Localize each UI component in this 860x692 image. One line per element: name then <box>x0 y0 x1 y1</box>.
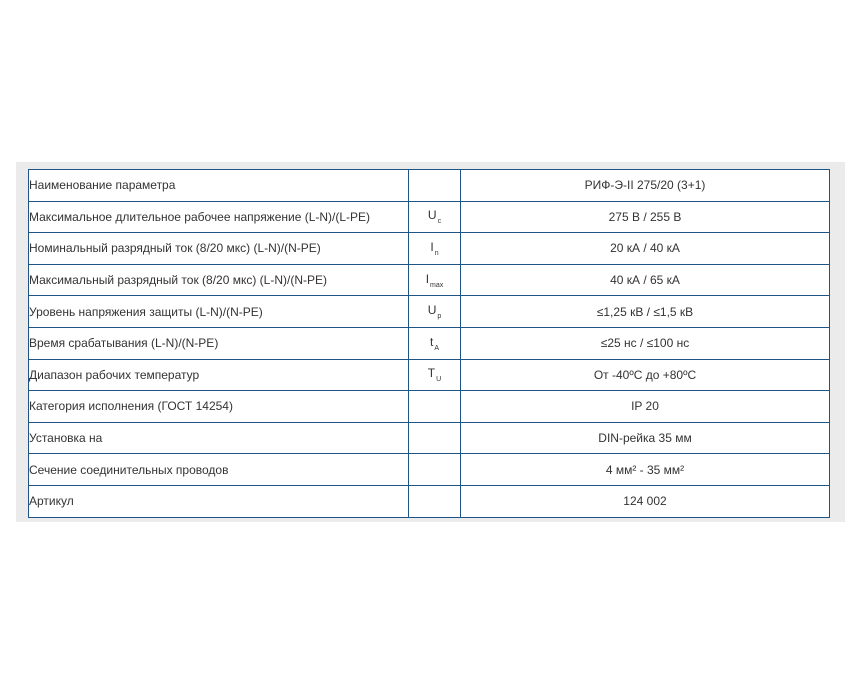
parameter-symbol <box>409 454 461 486</box>
parameter-name: Максимальное длительное рабочее напряжение (L-N)/(L-PE) <box>29 201 409 233</box>
table-row <box>29 170 830 202</box>
table-row <box>29 233 830 265</box>
parameter-name: Наименование параметра <box>29 170 409 202</box>
parameter-value: ≤1,25 кВ / ≤1,5 кВ <box>461 296 830 328</box>
parameter-value: 20 кА / 40 кА <box>461 233 830 265</box>
parameter-symbol: $U_p$ <box>409 296 461 328</box>
specifications-table <box>28 169 830 518</box>
parameter-value: 275 В / 255 В <box>461 201 830 233</box>
parameter-name: Категория исполнения (ГОСТ 14254) <box>29 391 409 423</box>
parameter-value: 40 кА / 65 кА <box>461 264 830 296</box>
table-row <box>29 391 830 423</box>
table-row <box>29 201 830 233</box>
parameter-symbol <box>409 485 461 517</box>
parameter-name: Время срабатывания (L-N)/(N-PE) <box>29 327 409 359</box>
parameter-name: Диапазон рабочих температур <box>29 359 409 391</box>
parameter-value: ≤25 нс / ≤100 нс <box>461 327 830 359</box>
table-row <box>29 485 830 517</box>
parameter-value: 4 мм² - 35 мм² <box>461 454 830 486</box>
table-row <box>29 454 830 486</box>
parameter-name: Артикул <box>29 485 409 517</box>
parameter-name: Максимальный разрядный ток (8/20 мкс) (L-N)/(N-PE) <box>29 264 409 296</box>
parameter-value: РИФ-Э-II 275/20 (3+1) <box>461 170 830 202</box>
table-row <box>29 422 830 454</box>
parameter-symbol: $I_{max}$ <box>409 264 461 296</box>
parameter-value: От -40ºC до +80ºC <box>461 359 830 391</box>
parameter-name: Сечение соединительных проводов <box>29 454 409 486</box>
parameter-name: Установка на <box>29 422 409 454</box>
table-row <box>29 296 830 328</box>
parameter-value: DIN-рейка 35 мм <box>461 422 830 454</box>
table-row <box>29 264 830 296</box>
parameter-name: Уровень напряжения защиты (L-N)/(N-PE) <box>29 296 409 328</box>
parameter-symbol: $I_n$ <box>409 233 461 265</box>
table-row <box>29 327 830 359</box>
parameter-symbol <box>409 391 461 423</box>
parameter-symbol: $t_A$ <box>409 327 461 359</box>
parameter-symbol <box>409 170 461 202</box>
parameter-value: 124 002 <box>461 485 830 517</box>
parameter-value: IP 20 <box>461 391 830 423</box>
parameter-symbol: $T_U$ <box>409 359 461 391</box>
parameter-symbol: $U_c$ <box>409 201 461 233</box>
parameter-symbol <box>409 422 461 454</box>
table-row <box>29 359 830 391</box>
parameter-name: Номинальный разрядный ток (8/20 мкс) (L-N)/(N-PE) <box>29 233 409 265</box>
